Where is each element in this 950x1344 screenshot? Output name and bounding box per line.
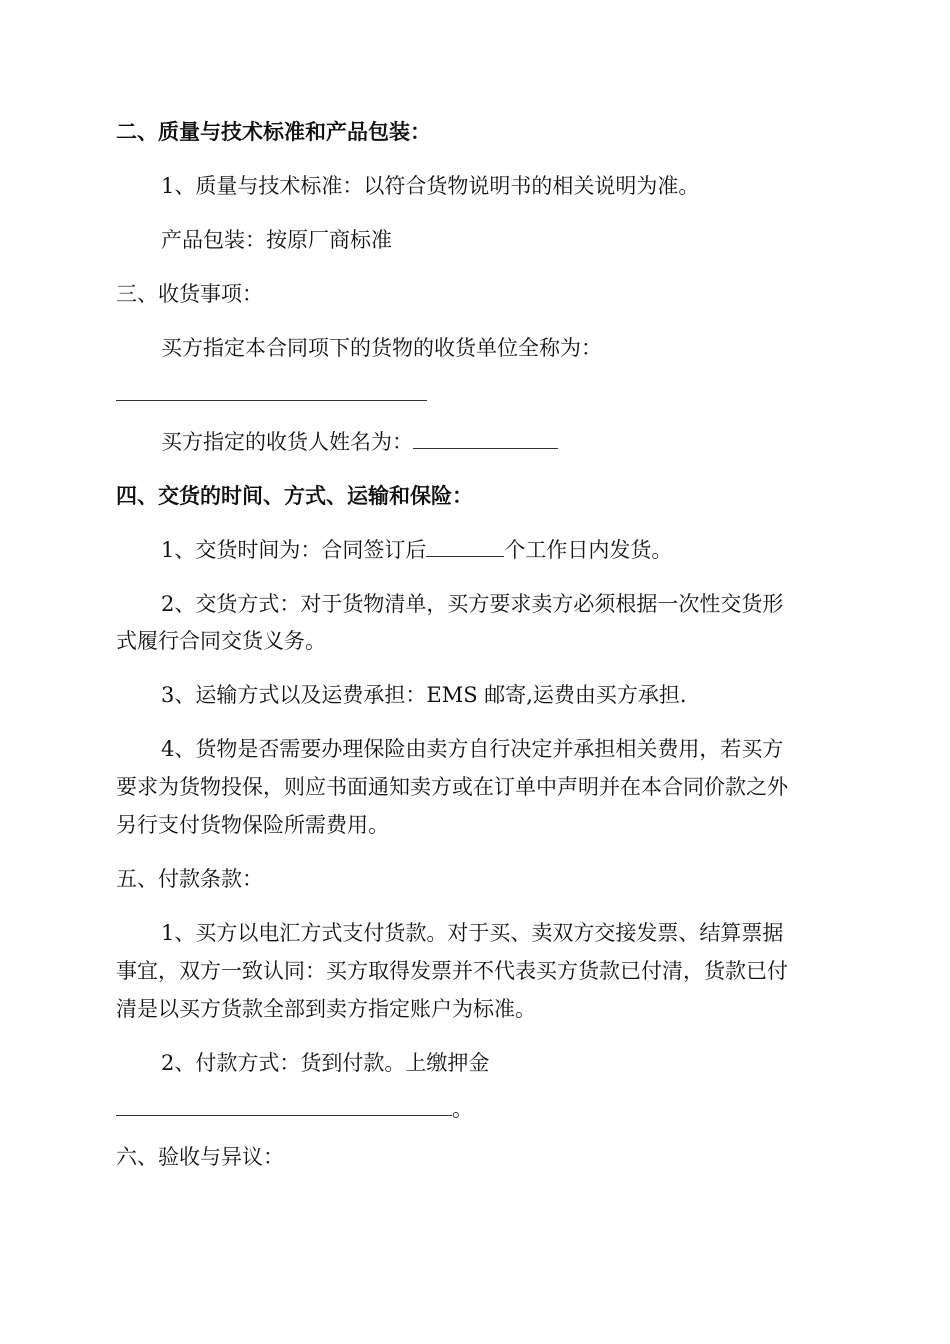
receiver-unit-blank-line	[116, 375, 836, 413]
delivery-time-suffix: 个工作日内发货。	[504, 538, 673, 562]
section-6-heading: 六、验收与异议：	[116, 1145, 284, 1169]
receiver-name-blank	[413, 430, 558, 449]
receiver-name-label: 买方指定的收货人姓名为：	[161, 430, 413, 454]
section-4-item-4-line-1: 4、货物是否需要办理保险由卖方自行决定并承担相关费用，若买方	[161, 737, 784, 761]
section-2-heading: 二、质量与技术标准和产品包装：	[116, 119, 431, 144]
section-3-heading: 三、收货事项：	[116, 282, 263, 306]
delivery-time-text: 1、交货时间为：合同签订后	[161, 538, 427, 562]
section-4-item-2-line-1: 2、交货方式：对于货物清单，买方要求卖方必须根据一次性交货形	[161, 592, 784, 616]
section-4-item-4-line-2: 要求为货物投保，则应书面通知卖方或在订单中声明并在本合同价款之外	[116, 775, 788, 799]
section-5-item-1-line-3: 清是以买方货款全部到卖方指定账户为标准。	[116, 997, 536, 1021]
delivery-days-blank	[426, 538, 504, 557]
section-5-item-2: 2、付款方式：货到付款。上缴押金	[161, 1051, 490, 1075]
deposit-end-mark: 。	[452, 1097, 473, 1121]
section-3-receiver-name	[161, 423, 881, 461]
section-2-item-1: 1、质量与技术标准：以符合货物说明书的相关说明为准。	[161, 174, 700, 198]
section-4-item-3: 3、运输方式以及运费承担：EMS 邮寄,运费由买方承担.	[161, 683, 687, 707]
section-4-item-4-line-3: 另行支付货物保险所需费用。	[116, 813, 389, 837]
receiver-unit-blank	[116, 382, 427, 401]
section-5-item-1-line-1: 1、买方以电汇方式支付货款。对于买、卖双方交接发票、结算票据	[161, 921, 784, 945]
section-5-item-1-line-2: 事宜，双方一致认同：买方取得发票并不代表买方货款已付清，货款已付	[116, 959, 788, 983]
section-2-packaging: 产品包装：按原厂商标准	[161, 228, 392, 252]
section-4-heading: 四、交货的时间、方式、运输和保险：	[116, 483, 473, 508]
deposit-blank-line	[116, 1090, 836, 1128]
section-4-item-2-line-2: 式履行合同交货义务。	[116, 629, 326, 653]
deposit-blank	[116, 1097, 452, 1116]
section-3-receiver-unit: 买方指定本合同项下的货物的收货单位全称为：	[161, 336, 602, 360]
section-5-heading: 五、付款条款：	[116, 867, 263, 891]
section-4-item-1	[161, 531, 881, 569]
